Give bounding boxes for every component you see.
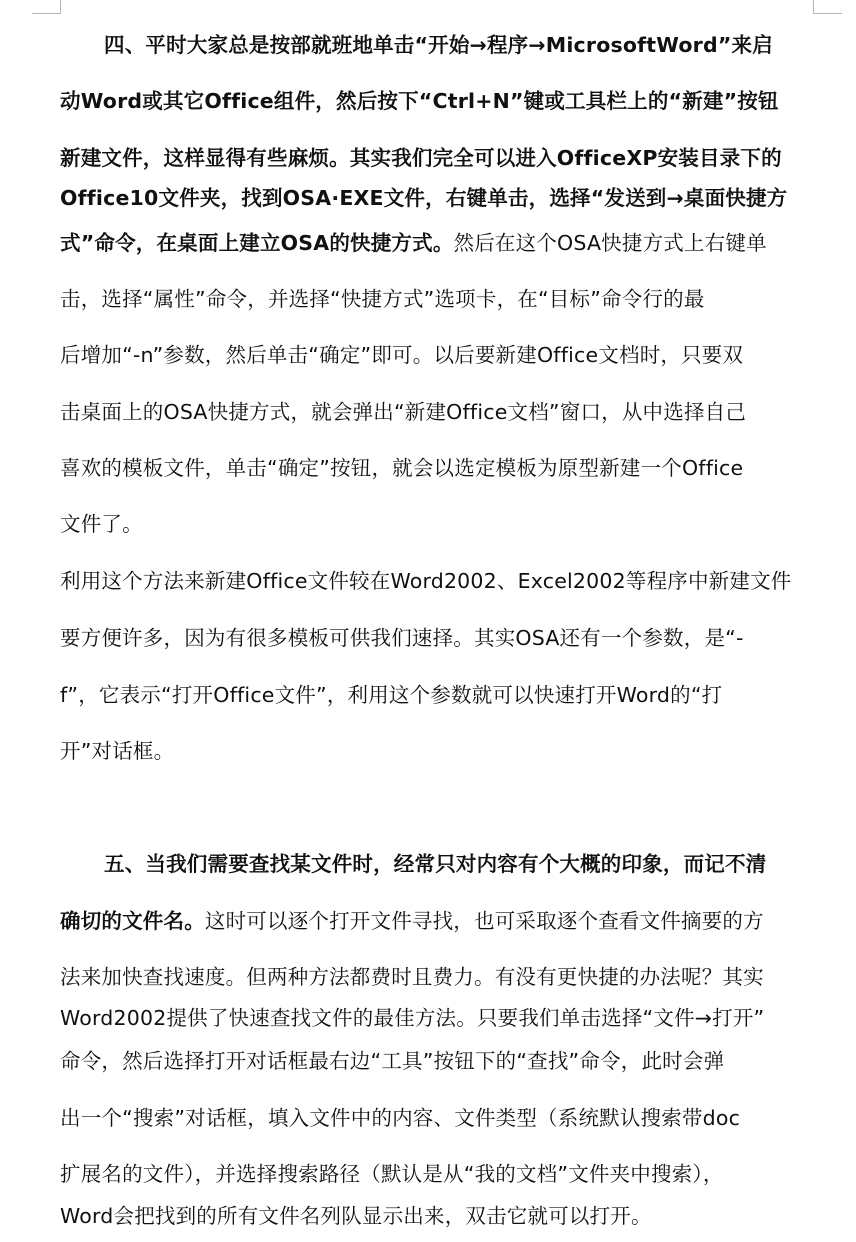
bold-text-segment: 新建文件，这样显得有些麻烦。其实我们完全可以进入OfficeXP安装目录下的 xyxy=(60,146,782,170)
text-segment: 利用这个方法来新建Office文件较在Word2002、Excel2002等程序中新建文件 xyxy=(60,569,792,593)
text-line xyxy=(60,143,782,173)
text-segment: 要方便许多，因为有很多模板可供我们速择。其实OSA还有一个参数，是“- xyxy=(60,626,744,650)
text-segment: 击桌面上的OSA快捷方式，就会弹出“新建Office文档”窗口，从中选择自己 xyxy=(60,400,747,424)
text-line xyxy=(60,623,744,653)
text-line xyxy=(60,736,174,766)
text-segment: 后增加“-n”参数，然后单击“确定”即可。以后要新建Office文档时，只要双 xyxy=(60,343,744,367)
text-line xyxy=(104,30,773,60)
text-line xyxy=(60,509,143,539)
text-segment: 文件了。 xyxy=(60,512,143,536)
text-line xyxy=(60,284,705,314)
text-segment: 出一个“搜索”对话框，填入文件中的内容、文件类型（系统默认搜索带doc xyxy=(60,1106,741,1130)
text-segment: 扩展名的文件），并选择搜索路径（默认是从“我的文档”文件夹中搜索）， xyxy=(60,1162,724,1186)
text-line xyxy=(60,453,743,483)
text-line xyxy=(60,228,767,258)
text-segment: 喜欢的模板文件，单击“确定”按钮，就会以选定模板为原型新建一个Office xyxy=(60,456,744,480)
text-line xyxy=(104,849,766,879)
bold-text-segment: 动Word或其它Office组件，然后按下“Ctrl+N”键或工具栏上的“新建”按钮 xyxy=(60,89,779,113)
text-line xyxy=(60,1201,652,1231)
text-segment: 这时可以逐个打开文件寻找，也可采取逐个查看文件摘要的方 xyxy=(204,909,764,933)
text-line xyxy=(60,566,791,596)
text-line xyxy=(60,397,746,427)
text-line xyxy=(60,1159,724,1189)
text-segment: Word会把找到的所有文件名列队显示出来，双击它就可以打开。 xyxy=(60,1204,652,1228)
text-line xyxy=(60,680,722,710)
bold-text-segment: 五、当我们需要查找某文件时，经常只对内容有个大概的印象，而记不清 xyxy=(104,852,767,876)
bold-text-segment: 式”命令，在桌面上建立OSA的快捷方式。 xyxy=(60,231,454,255)
text-line xyxy=(60,340,743,370)
bold-text-segment: 四、平时大家总是按部就班地单击“开始→程序→MicrosoftWord”来启 xyxy=(104,33,773,57)
page-corner-mark-top-left xyxy=(32,0,61,14)
page-corner-mark-top-right xyxy=(813,0,842,14)
text-line xyxy=(60,906,764,936)
text-line xyxy=(60,962,764,992)
text-line xyxy=(60,1046,724,1076)
text-segment: 开”对话框。 xyxy=(60,739,175,763)
text-line xyxy=(60,183,787,213)
text-segment: Word2002提供了快速查找文件的最佳方法。只要我们单击选择“文件→打开” xyxy=(60,1006,765,1030)
text-segment: 然后在这个OSA快捷方式上右键单 xyxy=(453,231,767,255)
text-segment: 击，选择“属性”命令，并选择“快捷方式”选项卡，在“目标”命令行的最 xyxy=(60,287,705,311)
text-segment: 法来加快查找速度。但两种方法都费时且费力。有没有更快捷的办法呢？其实 xyxy=(60,965,764,989)
text-segment: f”，它表示“打开Office文件”，利用这个参数就可以快速打开Word的“打 xyxy=(60,683,723,707)
bold-text-segment: Office10文件夹，找到OSA·EXE文件，右键单击，选择“发送到→桌面快捷方 xyxy=(60,186,788,210)
text-segment: 命令，然后选择打开对话框最右边“工具”按钮下的“查找”命令，此时会弹 xyxy=(60,1049,725,1073)
text-line xyxy=(60,1103,740,1133)
bold-text-segment: 确切的文件名。 xyxy=(60,909,205,933)
text-line xyxy=(60,1003,764,1033)
text-line xyxy=(60,86,779,116)
